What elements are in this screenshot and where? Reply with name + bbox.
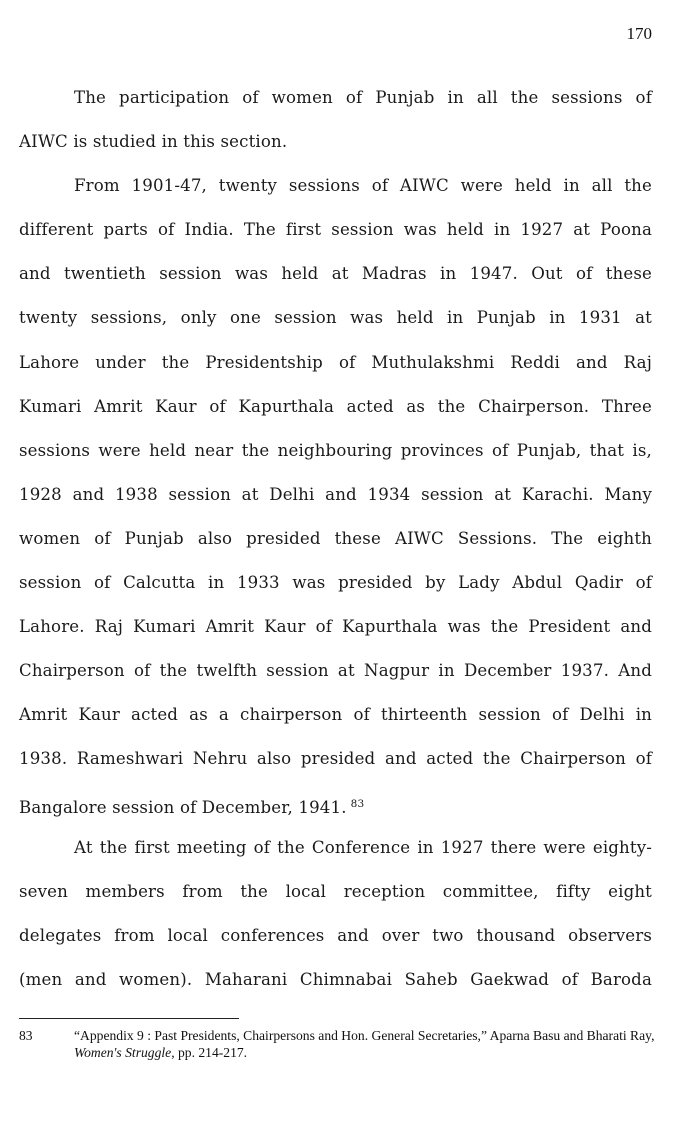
text-line: The participation of women of Punjab in all the sessions of [74, 88, 652, 107]
text-line: Bangalore session of December, 1941. [19, 797, 347, 817]
text-line: sessions were held near the neighbouring provinces of Punjab, that is, [19, 440, 652, 460]
text-line: and twentieth session was held at Madras in 1947. Out of these [19, 264, 652, 284]
text-line: Kumari Amrit Kaur of Kapurthala acted as the Chairperson. Three [19, 396, 652, 416]
text-line: Lahore under the Presidentship of Muthulakshmi Reddi and Raj [19, 352, 652, 372]
text-line: AIWC is studied in this section. [19, 132, 288, 152]
text-line: twenty sessions, only one session was held in Punjab in 1931 at [19, 308, 652, 328]
text-line: women of Punjab also presided these AIWC Sessions. The eighth [19, 528, 652, 548]
footnote-citation: “Appendix 9 : Past Presidents, Chairpersons and Hon. General Secretaries,” Aparna Basu and Bharati Ray, [74, 1028, 655, 1043]
footnote-number: 83 [19, 1028, 33, 1043]
text-line: session of Calcutta in 1933 was presided by Lady Abdul Qadir of [19, 573, 652, 593]
text-line: 1938. Rameshwari Nehru also presided and acted the Chairperson of [19, 749, 652, 769]
text-line: seven members from the local reception committee, fifty eight [19, 881, 652, 901]
text-line-with-footnote-ref [19, 790, 652, 834]
text-line: 1928 and 1938 session at Delhi and 1934 session at Karachi. Many [19, 484, 652, 504]
text-line: Chairperson of the twelfth session at Nagpur in December 1937. And [19, 661, 652, 681]
page-number: 170 [626, 24, 652, 43]
footnote-divider [19, 1018, 239, 1019]
text-line: From 1901-47, twenty sessions of AIWC were held in all the [74, 176, 652, 196]
text-line: delegates from local conferences and over two thousand observers [19, 925, 652, 945]
text-line: (men and women). Maharani Chimnabai Saheb Gaekwad of Baroda [19, 969, 652, 989]
text-line: different parts of India. The first session was held in 1927 at Poona [19, 220, 652, 240]
footnote-reference[interactable]: 83 [350, 797, 365, 810]
footnote-pages: , pp. 214-217. [171, 1045, 248, 1060]
footnote [19, 1027, 659, 1061]
footnote-book-title: Women's Struggle [74, 1045, 172, 1060]
body-text [19, 84, 652, 1010]
text-line: Amrit Kaur acted as a chairperson of thirteenth session of Delhi in [19, 705, 652, 725]
text-line: Lahore. Raj Kumari Amrit Kaur of Kapurthala was the President and [19, 617, 652, 637]
footnote-text [74, 1027, 659, 1061]
text-line: At the first meeting of the Conference in 1927 there were eighty- [74, 837, 652, 857]
